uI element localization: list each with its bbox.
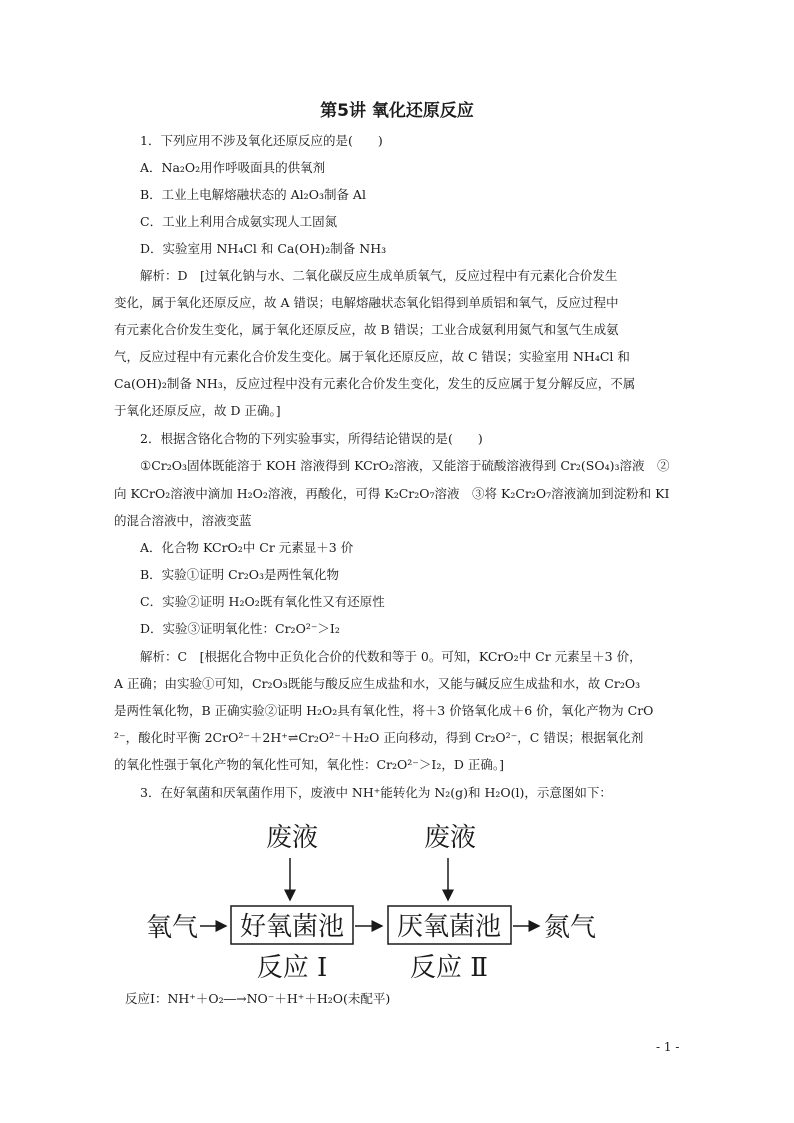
process-diagram <box>0 818 794 983</box>
page-title: 第5讲 氧化还原反应 <box>320 101 474 121</box>
q2-fact-line: 的混合溶液中，溶液变蓝 <box>114 513 252 528</box>
q2-option-a: A．化合物 KCrO₂中 Cr 元素显＋3 价 <box>140 540 354 555</box>
q1-stem: 1．下列应用不涉及氧化还原反应的是( ) <box>140 133 383 148</box>
q1-option-b: B．工业上电解熔融状态的 Al₂O₃制备 Al <box>140 187 366 202</box>
oxygen-label: 氧气 <box>146 913 199 943</box>
q2-stem: 2．根据含铬化合物的下列实验事实，所得结论错误的是( ) <box>140 431 483 446</box>
q1-option-a: A．Na₂O₂用作呼吸面具的供氧剂 <box>140 160 326 175</box>
q3-stem: 3．在好氧菌和厌氧菌作用下，废液中 NH⁺能转化为 N₂(g)和 H₂O(l)，示意图如下： <box>140 785 612 800</box>
q1-option-c: C．工业上利用合成氨实现人工固氮 <box>140 214 338 229</box>
q2-analysis-line: 的氧化性强于氧化产物的氧化性可知，氧化性：Cr₂O²⁻＞I₂，D 正确。] <box>114 757 504 772</box>
q2-fact-line: 向 KCrO₂溶液中滴加 H₂O₂溶液，再酸化，可得 K₂Cr₂O₇溶液 ③将 K₂Cr₂O₇溶液滴加到淀粉和 KI <box>114 486 670 501</box>
q1-analysis-line: 解析：D [过氧化钠与水、二氧化碳反应生成单质氧气，反应过程中有元素化合价发生 <box>140 268 618 283</box>
q2-analysis-line: A 正确；由实验①可知，Cr₂O₃既能与酸反应生成盐和水，又能与碱反应生成盐和水，故 Cr₂O₃ <box>114 676 641 691</box>
q1-analysis-line: Ca(OH)₂制备 NH₃，反应过程中没有元素化合价发生变化，发生的反应属于复分解反应，不属 <box>114 376 636 391</box>
aerobic-pool-label: 好氧菌池 <box>239 912 345 942</box>
q1-analysis-line: 气，反应过程中有元素化合价发生变化。属于氧化还原反应，故 C 错误；实验室用 NH₄Cl 和 <box>114 349 630 364</box>
q2-analysis-line: 是两性氧化物，B 正确实验②证明 H₂O₂具有氧化性，将＋3 价铬氧化成＋6 价，氧化产物为 CrO <box>114 703 654 718</box>
waste-label-1: 废液 <box>265 823 319 853</box>
reaction-2-label: 反应 Ⅱ <box>410 953 488 983</box>
q2-analysis-line: 解析：C [根据化合物中正负化合价的代数和等于 0。可知，KCrO₂中 Cr 元素呈＋3 价， <box>140 649 642 664</box>
q1-analysis-line: 变化，属于氧化还原反应，故 A 错误；电解熔融状态氧化铝得到单质铝和氧气，反应过程中 <box>114 295 619 310</box>
q2-option-b: B．实验①证明 Cr₂O₃是两性氧化物 <box>140 567 339 582</box>
q1-option-d: D．实验室用 NH₄Cl 和 Ca(OH)₂制备 NH₃ <box>140 241 387 256</box>
q2-option-c: C．实验②证明 H₂O₂既有氧化性又有还原性 <box>140 594 385 609</box>
q2-option-d: D．实验③证明氧化性：Cr₂O²⁻＞I₂ <box>140 621 340 636</box>
q1-analysis-line: 于氧化还原反应，故 D 正确。] <box>114 403 281 418</box>
q2-fact-line: ①Cr₂O₃固体既能溶于 KOH 溶液得到 KCrO₂溶液，又能溶于硫酸溶液得到 Cr₂(SO₄)₃溶液 ② <box>140 458 670 473</box>
q2-analysis-line: ²⁻，酸化时平衡 2CrO²⁻＋2H⁺⇌Cr₂O²⁻＋H₂O 正向移动，得到 Cr₂O²⁻，C 错误；根据氧化剂 <box>114 730 644 745</box>
nitrogen-label: 氮气 <box>544 913 597 943</box>
anaerobic-pool-label: 厌氧菌池 <box>396 912 502 942</box>
q1-analysis-line: 有元素化合价发生变化，属于氧化还原反应，故 B 错误；工业合成氨利用氮气和氢气生成氨 <box>114 322 619 337</box>
waste-label-2: 废液 <box>423 823 477 853</box>
reaction-1-label: 反应 Ⅰ <box>256 953 328 983</box>
q3-reaction-equation: 反应Ⅰ：NH⁺＋O₂―→NO⁻＋H⁺＋H₂O(未配平) <box>125 991 391 1006</box>
page-number: - 1 - <box>656 1040 680 1054</box>
